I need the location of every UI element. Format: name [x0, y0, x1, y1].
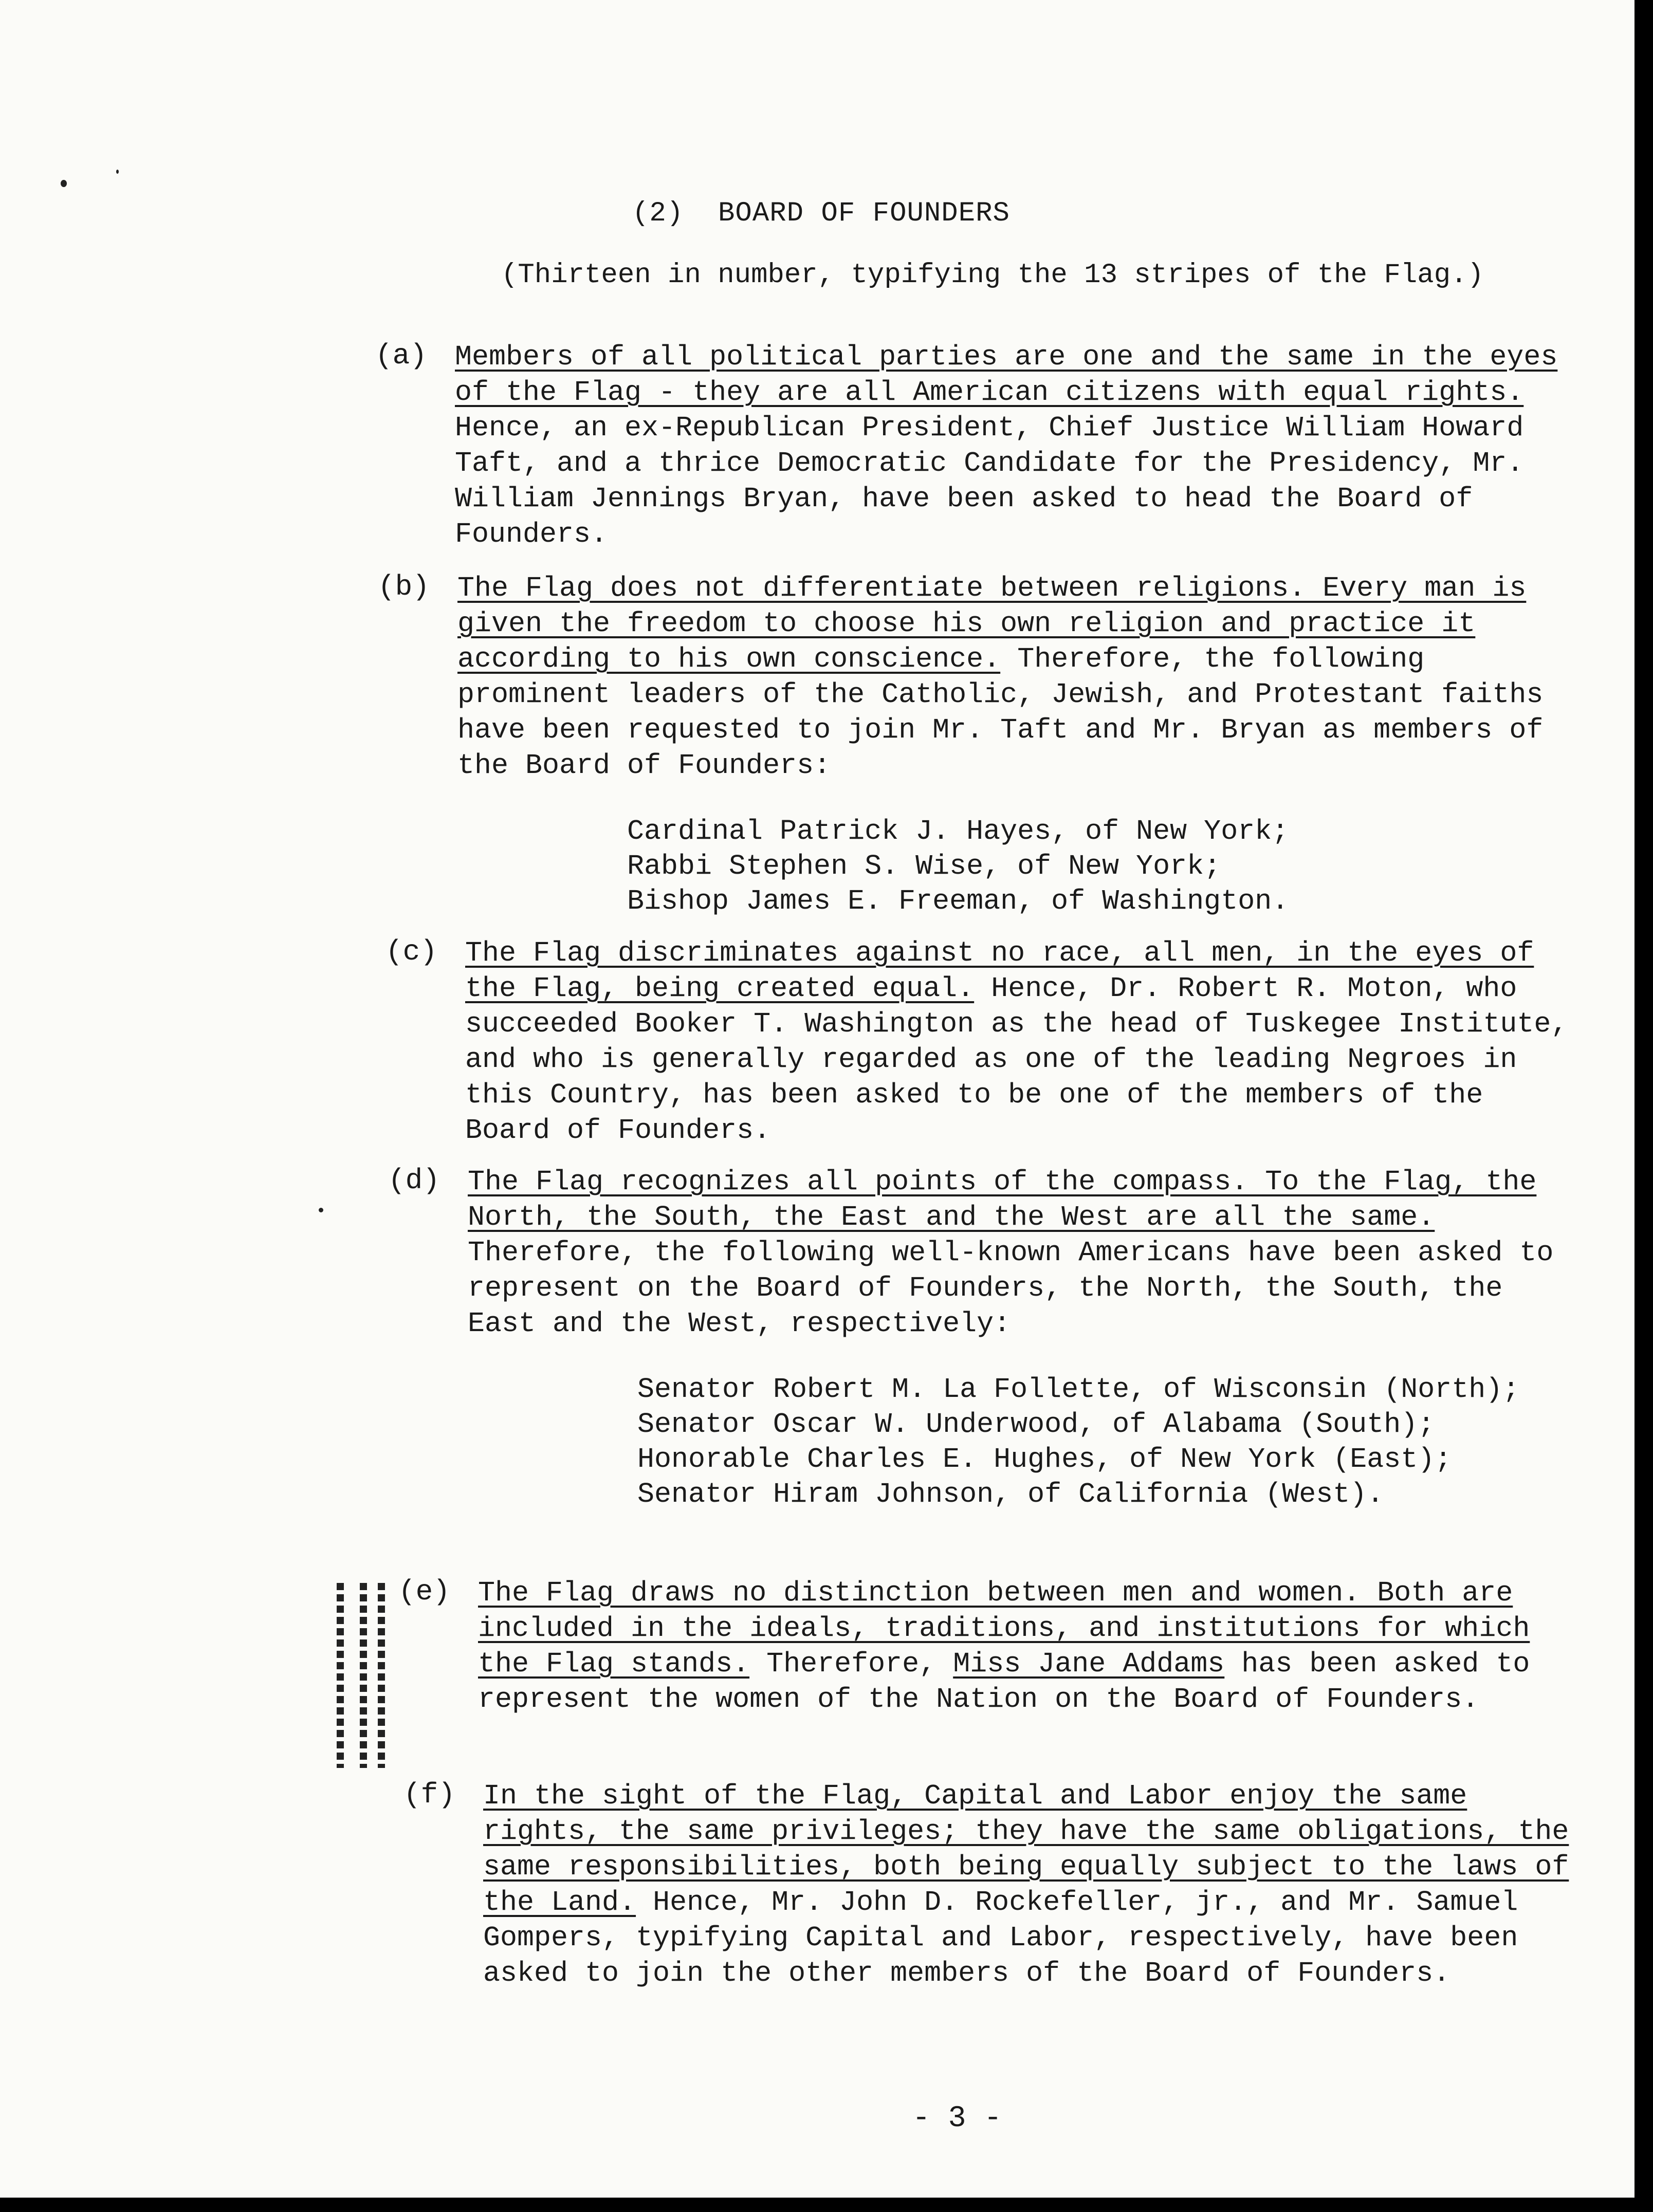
scan-speck [319, 1208, 323, 1212]
body-text: Therefore, [766, 1648, 936, 1680]
section-paragraph [457, 570, 1563, 783]
page-number: - 3 - [912, 2102, 1002, 2135]
section-f [403, 1778, 1588, 1991]
body-text: Hence, Mr. John D. Rockefeller, jr., and Mr. Samuel Gompers, typifying Capital and Labor, respectively, have been asked to join the other members of the Board of Founders. [483, 1886, 1518, 1989]
page-subtitle: (Thirteen in number, typifying the 13 stripes of the Flag.) [501, 260, 1484, 291]
underlined-text: Members of all political parties are one and the same in the eyes of the Flag - they are all American citizens with equal rights. [455, 341, 1558, 409]
underlined-text: In the sight of the Flag, Capital and Labor enjoy the same rights, the same privileges; they have the same obligations, the same responsibilities, both being equally subject to the laws of the Land. [483, 1780, 1569, 1919]
section-paragraph [478, 1575, 1583, 1717]
section-c [385, 935, 1570, 1148]
scan-speck [61, 180, 67, 187]
underlined-text: The Flag draws no distinction between men and women. Both are included in the ideals, traditions, and institutions for which the Flag stands. [478, 1577, 1530, 1680]
section-label: (c) [385, 935, 437, 968]
founders-list [627, 814, 1563, 919]
list-item: Senator Robert M. La Follette, of Wisconsin (North); [637, 1373, 1520, 1406]
list-item: Senator Oscar W. Underwood, of Alabama (South); [637, 1408, 1435, 1441]
section-e [398, 1575, 1583, 1717]
list-item: Senator Hiram Johnson, of California (West). [637, 1478, 1384, 1510]
list-item: Honorable Charles E. Hughes, of New York (East); [637, 1443, 1452, 1476]
section-paragraph [468, 1164, 1573, 1341]
section-b [378, 570, 1563, 919]
section-d [388, 1164, 1573, 1512]
body-text: Therefore, the following prominent leaders of the Catholic, Jewish, and Protestant faiths have been requested to join Mr. Taft and Mr. Bryan as members of the Board of Founders: [457, 643, 1544, 782]
section-label: (e) [398, 1575, 450, 1608]
margin-mark [337, 1583, 344, 1768]
body-text: Hence, an ex-Republican President, Chief Justice William Howard Taft, and a thrice Democratic Candidate for the Presidency, Mr. William Jennings Bryan, have been asked to head the Board of Founders. [455, 412, 1524, 550]
section-a [375, 339, 1560, 552]
list-item: Cardinal Patrick J. Hayes, of New York; [627, 815, 1289, 847]
body-text: Therefore, the following well-known Americans have been asked to represent on the Board of Founders, the North, the South, the East and the West, respectively: [468, 1237, 1554, 1340]
section-paragraph [465, 935, 1570, 1148]
margin-mark [360, 1583, 367, 1768]
section-label: (b) [378, 570, 430, 603]
body-text: Hence, Dr. Robert R. Moton, who succeeded Booker T. Washington as the head of Tuskegee Institute, and who is generally regarded as one of the leading Negroes in this Country, has been asked to be one of the members of the Board of Founders. [465, 972, 1568, 1147]
section-paragraph [483, 1778, 1588, 1991]
list-item: Rabbi Stephen S. Wise, of New York; [627, 850, 1221, 882]
section-label: (a) [375, 339, 427, 372]
underlined-text: The Flag does not differentiate between religions. Every man is given the freedom to choose his own religion and practice it according to his own conscience. [457, 572, 1527, 675]
section-label: (d) [388, 1164, 440, 1197]
underlined-text: The Flag discriminates against no race, all men, in the eyes of the Flag, being created equal. [465, 937, 1534, 1005]
underlined-text: The Flag recognizes all points of the compass. To the Flag, the North, the South, the East and the West are all the same. [468, 1166, 1537, 1233]
section-paragraph [455, 339, 1560, 552]
section-label: (f) [403, 1778, 455, 1811]
margin-mark [378, 1583, 385, 1768]
list-item: Bishop James E. Freeman, of Washington. [627, 885, 1289, 917]
scan-speck [116, 170, 119, 174]
page-title: (2) BOARD OF FOUNDERS [632, 198, 1010, 229]
founders-list [637, 1372, 1573, 1512]
body-text: has been asked to represent the women of the Nation on the Board of Founders. [478, 1648, 1530, 1716]
highlighted-name: Miss Jane Addams [953, 1648, 1225, 1680]
